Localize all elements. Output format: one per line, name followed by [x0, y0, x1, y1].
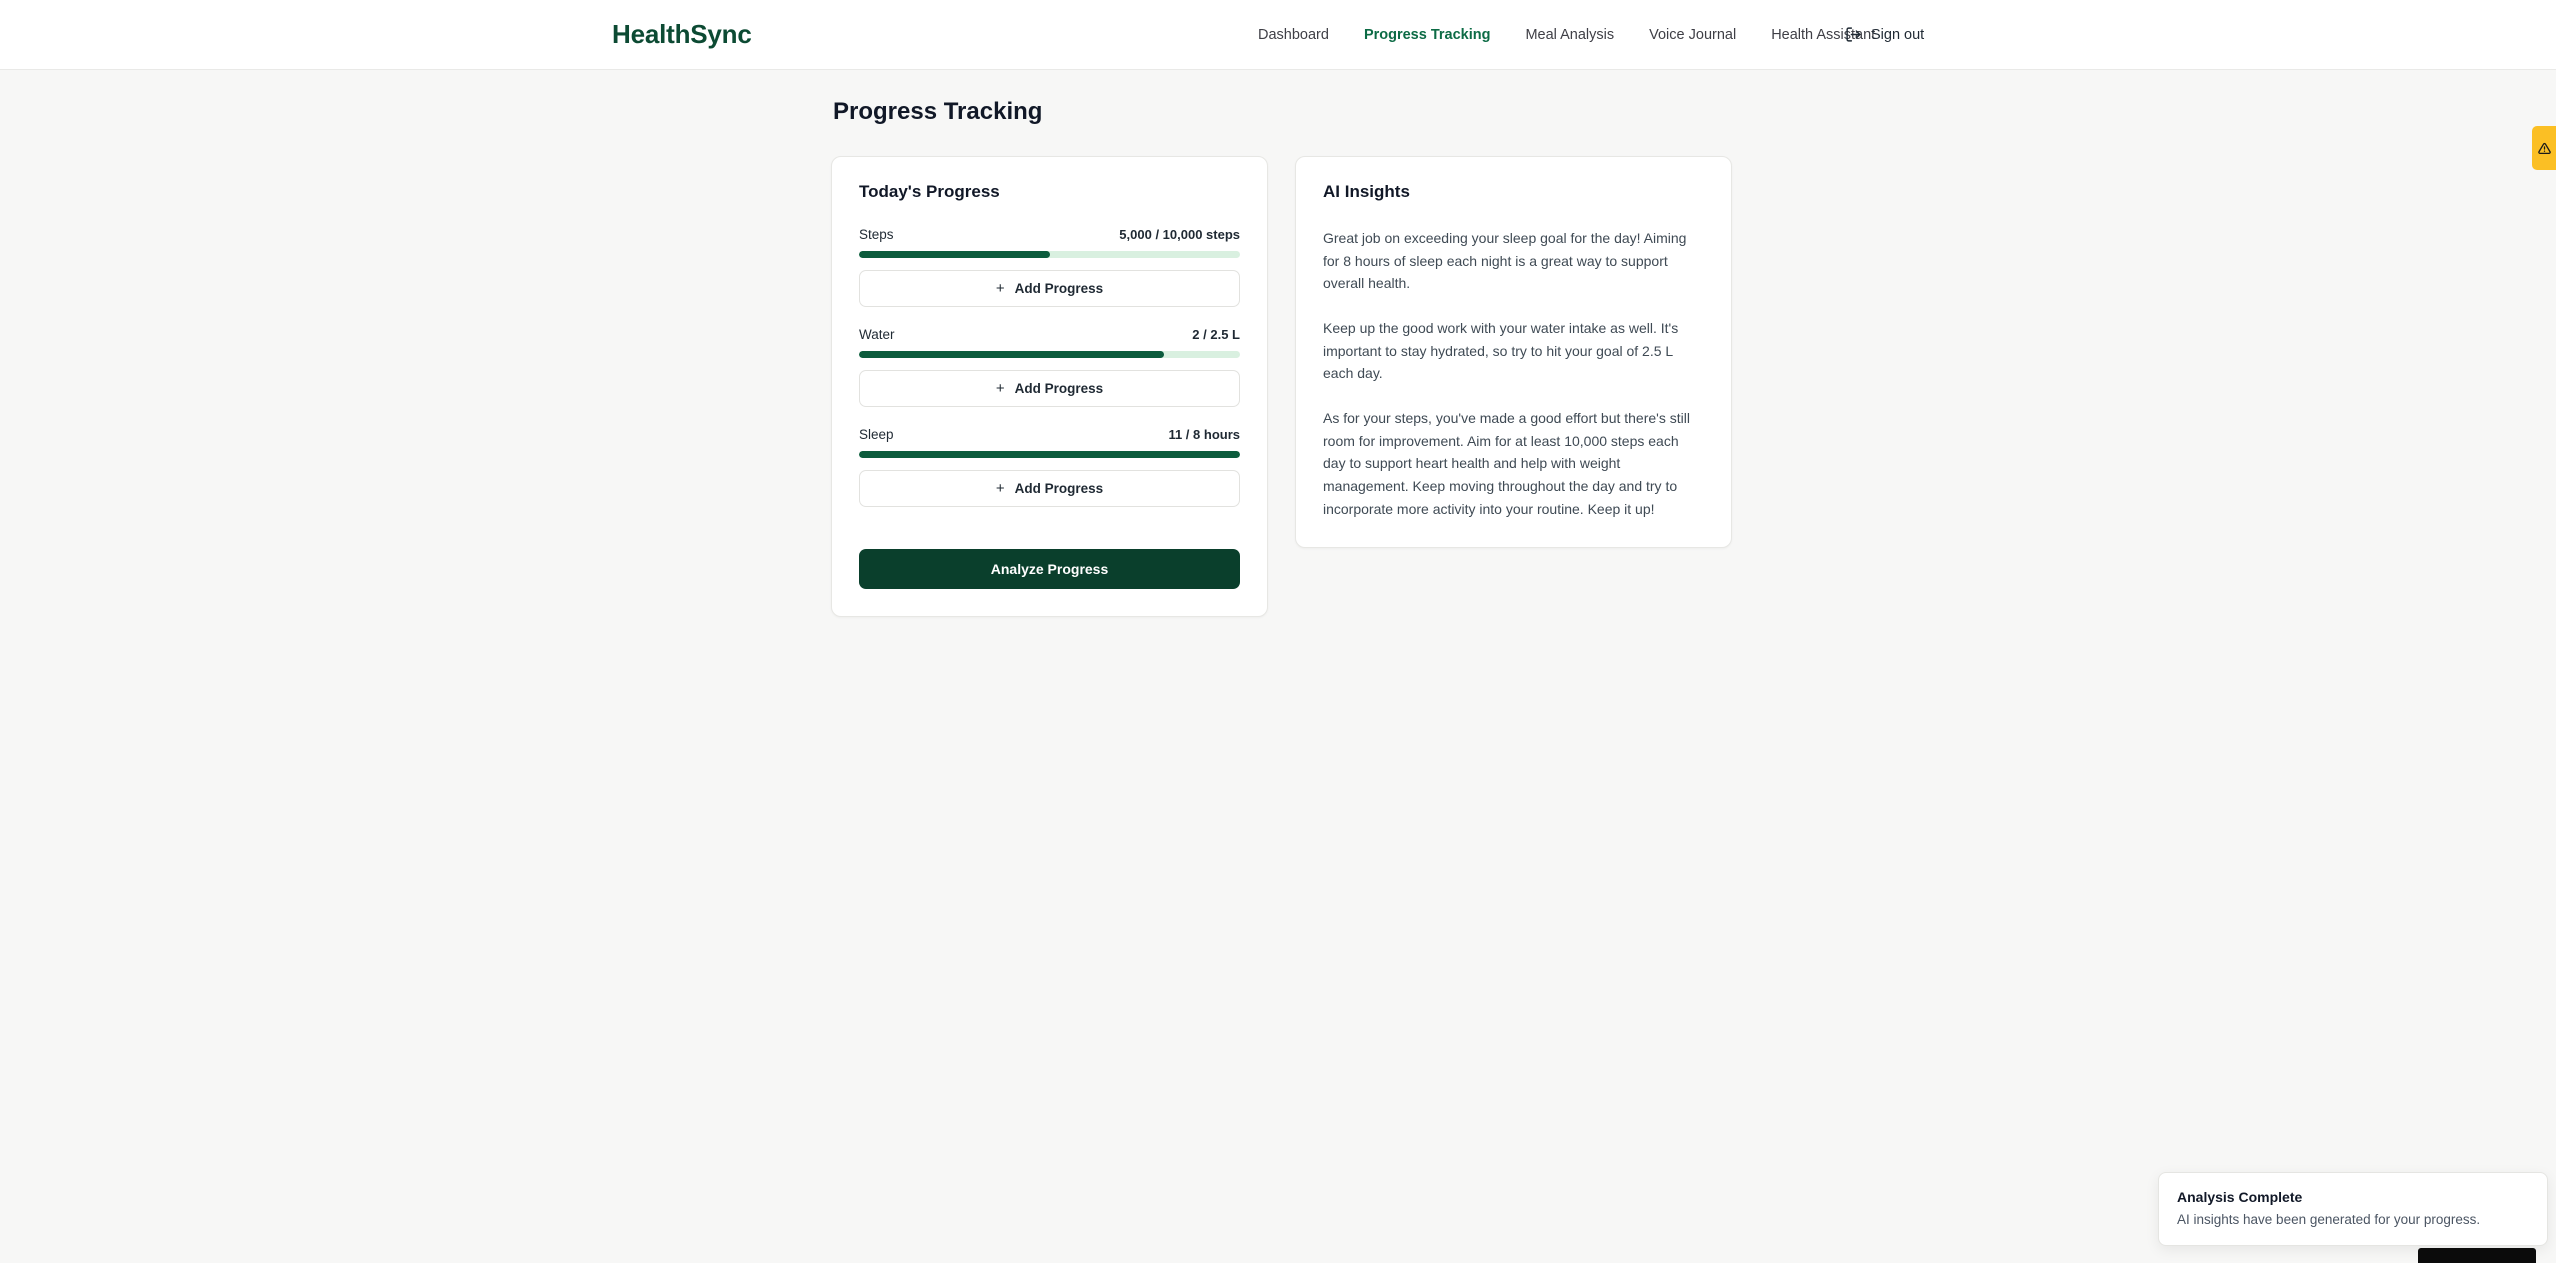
nav-item-health-assistant[interactable]: Health Assistant — [1771, 26, 1876, 43]
toast-title: Analysis Complete — [2177, 1189, 2303, 1205]
metric-water-progressbar-fill — [859, 351, 1164, 358]
metric-water-progressbar — [859, 351, 1240, 358]
add-progress-steps-label: Add Progress — [1014, 281, 1104, 296]
metric-sleep-progressbar-fill — [859, 451, 1240, 458]
toast-notification[interactable] — [2158, 1172, 2548, 1246]
analyze-progress-button[interactable]: Analyze Progress — [859, 549, 1240, 589]
metric-water-label: Water — [859, 327, 895, 342]
metric-water — [859, 327, 1240, 407]
nav-item-voice-journal[interactable]: Voice Journal — [1649, 26, 1737, 43]
sign-out-label: Sign out — [1871, 26, 1925, 43]
logout-icon — [1845, 26, 1862, 43]
insights-card-title: AI Insights — [1323, 182, 1410, 201]
metric-steps-value: 5,000 / 10,000 steps — [1119, 227, 1240, 242]
add-progress-sleep-label: Add Progress — [1014, 481, 1104, 496]
metric-sleep-progressbar — [859, 451, 1240, 458]
warning-triangle-icon — [2538, 142, 2551, 155]
nav-item-dashboard[interactable]: Dashboard — [1258, 26, 1329, 43]
add-progress-sleep-button[interactable] — [859, 470, 1240, 507]
plus-icon: + — [995, 480, 1005, 497]
ai-insights-card — [1295, 156, 1732, 548]
metric-sleep — [859, 427, 1240, 507]
insight-paragraph: As for your steps, you've made a good effort but there's still room for improvement. Aim for at least 10,000 steps each day to support heart health and help with weight management. Keep moving throughout the day and try to incorporate more activity into your routine. Keep it up! — [1323, 410, 1690, 517]
add-progress-steps-button[interactable] — [859, 270, 1240, 307]
metric-steps-progressbar — [859, 251, 1240, 258]
nav-item-progress-tracking[interactable]: Progress Tracking — [1363, 26, 1491, 43]
bottom-status-strip — [2418, 1248, 2536, 1263]
sign-out-button[interactable] — [1845, 26, 1924, 43]
metric-steps — [859, 227, 1240, 307]
insight-paragraph: Great job on exceeding your sleep goal for the day! Aiming for 8 hours of sleep each night is a great way to support overall health. — [1323, 230, 1687, 292]
insight-paragraph: Keep up the good work with your water intake as well. It's important to stay hydrated, so try to hit your goal of 2.5 L each day. — [1323, 320, 1679, 382]
metric-sleep-value: 11 / 8 hours — [1168, 427, 1240, 442]
metric-steps-row — [859, 227, 1240, 242]
plus-icon: + — [995, 280, 1005, 297]
metric-sleep-label: Sleep — [859, 427, 894, 442]
metric-steps-label: Steps — [859, 227, 894, 242]
metric-water-value: 2 / 2.5 L — [1192, 327, 1240, 342]
metric-sleep-row — [859, 427, 1240, 442]
cards-container — [831, 156, 1732, 617]
toast-description: AI insights have been generated for your progress. — [2177, 1212, 2481, 1227]
progress-card-title: Today's Progress — [859, 182, 1000, 201]
plus-icon: + — [995, 380, 1005, 397]
metric-water-row — [859, 327, 1240, 342]
add-progress-water-button[interactable] — [859, 370, 1240, 407]
todays-progress-card — [831, 156, 1268, 617]
app-logo[interactable]: HealthSync — [612, 19, 752, 49]
nav-item-meal-analysis[interactable]: Meal Analysis — [1525, 26, 1615, 43]
top-navigation-bar — [0, 0, 2556, 70]
add-progress-water-label: Add Progress — [1014, 381, 1104, 396]
warning-edge-tab[interactable] — [2532, 126, 2556, 170]
page-title: Progress Tracking — [833, 98, 1043, 125]
nav-links — [1258, 27, 1875, 43]
metric-steps-progressbar-fill — [859, 251, 1050, 258]
